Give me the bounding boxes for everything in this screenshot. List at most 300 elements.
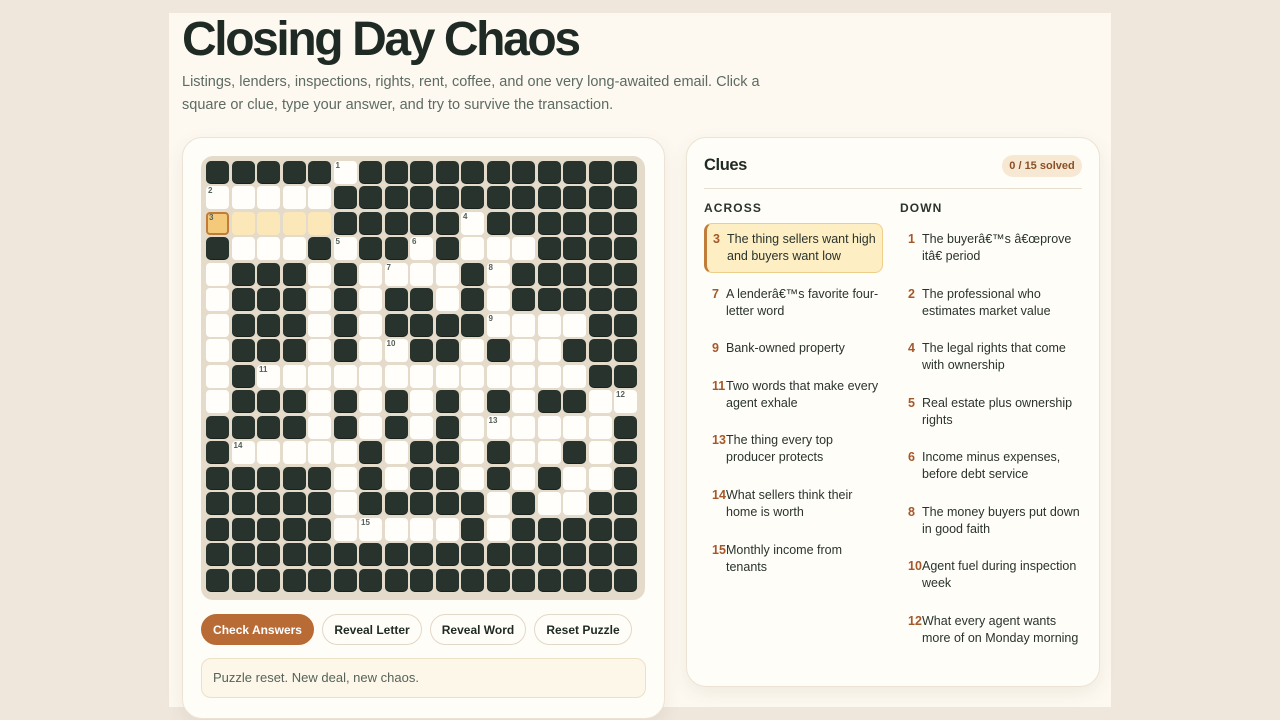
grid-block [334, 543, 357, 566]
cell-number: 2 [208, 186, 213, 195]
grid-block [206, 161, 229, 184]
grid-block [410, 212, 433, 235]
down-clue-8[interactable] [904, 504, 1084, 538]
grid-block [385, 161, 408, 184]
grid-cell[interactable] [385, 518, 408, 541]
grid-block [436, 237, 459, 260]
reveal-word-button[interactable]: Reveal Word [430, 614, 526, 645]
clue-text: Real estate plus ownership rights [922, 396, 1073, 427]
clue-text: What sellers think their home is worth [726, 488, 853, 519]
grid-block [436, 569, 459, 592]
across-clue-13[interactable] [704, 432, 884, 466]
cell-number: 10 [386, 339, 396, 348]
grid-block [589, 543, 612, 566]
grid-block [308, 569, 331, 592]
cell-number: 5 [335, 237, 340, 246]
grid-cell[interactable] [487, 237, 510, 260]
grid-block [334, 288, 357, 311]
grid-cell[interactable] [206, 186, 229, 209]
grid-block [614, 212, 637, 235]
grid-block [232, 543, 255, 566]
grid-block [614, 263, 637, 286]
clue-number: 5 [908, 396, 915, 410]
grid-block [334, 339, 357, 362]
grid-cell[interactable] [410, 365, 433, 388]
grid-block [614, 288, 637, 311]
grid-block [614, 186, 637, 209]
grid-cell[interactable] [512, 467, 535, 490]
grid-cell[interactable] [359, 339, 382, 362]
grid-block [563, 212, 586, 235]
down-clue-12[interactable] [904, 613, 1084, 647]
grid-block [512, 288, 535, 311]
grid-block [257, 492, 280, 515]
grid-cell[interactable] [461, 416, 484, 439]
divider [704, 188, 1082, 189]
grid-cell[interactable] [334, 365, 357, 388]
grid-block [232, 492, 255, 515]
grid-cell[interactable] [257, 441, 280, 464]
grid-cell[interactable] [487, 416, 510, 439]
grid-cell[interactable] [614, 390, 637, 413]
grid-cell[interactable] [487, 518, 510, 541]
grid-block [538, 518, 561, 541]
grid-cell[interactable] [308, 365, 331, 388]
grid-cell[interactable] [461, 339, 484, 362]
solved-badge: 0 / 15 solved [1002, 155, 1082, 177]
grid-cell[interactable] [538, 339, 561, 362]
grid-block [385, 288, 408, 311]
grid-block [232, 314, 255, 337]
grid-cell[interactable] [487, 365, 510, 388]
grid-cell[interactable] [589, 416, 612, 439]
grid-block [436, 543, 459, 566]
grid-cell[interactable] [334, 161, 357, 184]
grid-cell[interactable] [334, 492, 357, 515]
grid-cell[interactable] [410, 416, 433, 439]
grid-block [385, 416, 408, 439]
grid-block [283, 416, 306, 439]
grid-block [538, 390, 561, 413]
down-clue-1[interactable] [904, 231, 1084, 265]
grid-cell[interactable] [232, 441, 255, 464]
grid-cell[interactable] [334, 467, 357, 490]
grid-cell[interactable] [308, 263, 331, 286]
across-clue-9[interactable] [704, 340, 884, 357]
grid-cell[interactable] [334, 237, 357, 260]
grid-block [385, 314, 408, 337]
grid-block [232, 365, 255, 388]
across-clue-11[interactable] [704, 378, 884, 412]
grid-block [308, 161, 331, 184]
grid-cell[interactable] [487, 492, 510, 515]
grid-block [589, 314, 612, 337]
grid-block [410, 543, 433, 566]
grid-cell[interactable] [232, 237, 255, 260]
grid-cell[interactable] [589, 441, 612, 464]
clue-text: Bank-owned property [726, 341, 845, 355]
grid-cell[interactable] [359, 416, 382, 439]
clue-text: The thing every top producer protects [726, 433, 834, 464]
grid-block [614, 237, 637, 260]
grid-block [512, 186, 535, 209]
grid-block [461, 492, 484, 515]
grid-block [436, 492, 459, 515]
grid-block [512, 212, 535, 235]
grid-cell[interactable] [308, 339, 331, 362]
grid-cell[interactable] [563, 467, 586, 490]
grid-cell[interactable] [308, 186, 331, 209]
grid-block [410, 314, 433, 337]
grid-block [308, 518, 331, 541]
grid-cell[interactable] [308, 416, 331, 439]
grid-cell[interactable] [359, 314, 382, 337]
grid-block [589, 212, 612, 235]
grid-block [410, 161, 433, 184]
grid-cell[interactable] [385, 441, 408, 464]
clue-number: 11 [712, 379, 726, 393]
grid-cell[interactable] [589, 390, 612, 413]
clue-number: 1 [908, 232, 915, 246]
grid-block [257, 288, 280, 311]
grid-block [257, 339, 280, 362]
grid-block [308, 492, 331, 515]
clue-number: 12 [908, 614, 922, 628]
grid-block [589, 237, 612, 260]
grid-cell[interactable] [487, 314, 510, 337]
grid-cell[interactable] [257, 237, 280, 260]
grid-cell[interactable] [206, 314, 229, 337]
grid-cell[interactable] [308, 441, 331, 464]
grid-cell[interactable] [410, 518, 433, 541]
grid-block [283, 569, 306, 592]
grid-block [614, 161, 637, 184]
cell-number: 11 [259, 364, 268, 374]
grid-cell[interactable] [206, 390, 229, 413]
grid-block [563, 237, 586, 260]
grid-cell[interactable] [410, 390, 433, 413]
check-answers-button[interactable]: Check Answers [201, 614, 314, 645]
grid-block [563, 339, 586, 362]
grid-cell[interactable] [359, 390, 382, 413]
grid-cell[interactable] [563, 416, 586, 439]
grid-cell[interactable] [283, 212, 306, 235]
grid-block [385, 390, 408, 413]
across-clue-15[interactable] [704, 542, 884, 576]
grid-cell[interactable] [436, 518, 459, 541]
grid-block [232, 416, 255, 439]
grid-block [257, 161, 280, 184]
grid-block [461, 186, 484, 209]
grid-cell[interactable] [359, 288, 382, 311]
grid-block [461, 263, 484, 286]
crossword-grid [201, 156, 645, 600]
clue-number: 14 [712, 488, 726, 502]
grid-block [359, 492, 382, 515]
clue-text: The legal rights that come with ownership [922, 341, 1066, 372]
grid-block [334, 569, 357, 592]
grid-cell[interactable] [385, 365, 408, 388]
grid-block [334, 263, 357, 286]
down-clue-10[interactable] [904, 558, 1084, 592]
grid-cell[interactable] [308, 212, 331, 235]
grid-cell[interactable] [283, 237, 306, 260]
grid-cell[interactable] [512, 441, 535, 464]
grid-cell[interactable] [334, 441, 357, 464]
grid-block [283, 518, 306, 541]
grid-cell[interactable] [512, 339, 535, 362]
grid-block [283, 492, 306, 515]
grid-block [257, 467, 280, 490]
grid-block [512, 263, 535, 286]
cell-number: 3 [209, 212, 214, 222]
grid-cell[interactable] [589, 467, 612, 490]
grid-block [461, 288, 484, 311]
grid-cell[interactable] [538, 441, 561, 464]
grid-cell-active[interactable] [206, 212, 229, 235]
cell-number: 6 [412, 237, 417, 246]
clue-number: 4 [908, 341, 915, 355]
grid-cell[interactable] [334, 518, 357, 541]
grid-block [436, 441, 459, 464]
grid-block [334, 314, 357, 337]
grid-block [614, 416, 637, 439]
across-clue-7[interactable] [704, 286, 884, 320]
grid-block [563, 441, 586, 464]
clue-text: The buyerâ€™s â€œprove itâ€ period [922, 232, 1072, 263]
grid-block [410, 467, 433, 490]
grid-cell[interactable] [257, 186, 280, 209]
grid-cell[interactable] [461, 441, 484, 464]
grid-block [487, 543, 510, 566]
grid-cell[interactable] [461, 467, 484, 490]
grid-block [512, 543, 535, 566]
cell-number: 9 [488, 313, 493, 323]
grid-block [487, 467, 510, 490]
grid-cell[interactable] [359, 365, 382, 388]
grid-block [283, 467, 306, 490]
grid-block [614, 518, 637, 541]
grid-cell[interactable] [461, 390, 484, 413]
grid-block [257, 543, 280, 566]
page-subtitle: Listings, lenders, inspections, rights, rent, coffee, and one very long-awaited email. Click a square or clue, type your answer, and try to survive the transaction. [182, 74, 760, 113]
grid-block [334, 416, 357, 439]
grid-cell[interactable] [538, 365, 561, 388]
grid-block [257, 518, 280, 541]
across-clue-14[interactable] [704, 487, 884, 521]
grid-block [257, 569, 280, 592]
grid-cell[interactable] [563, 314, 586, 337]
grid-cell[interactable] [385, 339, 408, 362]
grid-cell[interactable] [461, 237, 484, 260]
clue-number: 3 [713, 232, 720, 246]
page [169, 13, 1111, 707]
grid-block [512, 161, 535, 184]
clue-text: Agent fuel during inspection week [922, 559, 1077, 590]
grid-block [385, 212, 408, 235]
grid-block [232, 390, 255, 413]
grid-cell[interactable] [385, 263, 408, 286]
grid-block [461, 314, 484, 337]
grid-cell[interactable] [487, 288, 510, 311]
grid-block [563, 288, 586, 311]
grid-block [487, 186, 510, 209]
grid-block [461, 161, 484, 184]
grid-cell[interactable] [283, 186, 306, 209]
reveal-letter-button[interactable]: Reveal Letter [322, 614, 422, 645]
grid-block [232, 288, 255, 311]
grid-block [614, 441, 637, 464]
grid-block [563, 518, 586, 541]
clue-text: The money buyers put down in good faith [922, 505, 1080, 536]
across-clue-3[interactable] [704, 223, 883, 273]
down-clue-6[interactable] [904, 449, 1084, 483]
grid-block [436, 390, 459, 413]
grid-cell[interactable] [410, 237, 433, 260]
grid-block [487, 390, 510, 413]
grid-block [410, 569, 433, 592]
grid-cell[interactable] [538, 314, 561, 337]
grid-block [359, 237, 382, 260]
cell-number: 8 [488, 262, 493, 272]
grid-cell[interactable] [257, 365, 280, 388]
grid-cell[interactable] [385, 467, 408, 490]
grid-cell[interactable] [538, 416, 561, 439]
grid-block [589, 365, 612, 388]
cell-number: 13 [488, 415, 498, 425]
grid-block [385, 186, 408, 209]
grid-cell[interactable] [512, 416, 535, 439]
clue-number: 8 [908, 505, 915, 519]
grid-cell[interactable] [308, 390, 331, 413]
status-message: Puzzle reset. New deal, new chaos. [201, 658, 646, 698]
grid-block [359, 186, 382, 209]
grid-cell[interactable] [563, 365, 586, 388]
grid-block [436, 212, 459, 235]
grid-cell[interactable] [436, 263, 459, 286]
cell-number: 14 [233, 441, 243, 450]
grid-block [487, 569, 510, 592]
down-clue-5[interactable] [904, 395, 1084, 429]
grid-cell[interactable] [436, 288, 459, 311]
grid-block [206, 441, 229, 464]
grid-block [512, 569, 535, 592]
grid-block [487, 212, 510, 235]
grid-block [308, 543, 331, 566]
grid-block [563, 569, 586, 592]
grid-block [436, 314, 459, 337]
grid-block [206, 467, 229, 490]
grid-cell[interactable] [436, 365, 459, 388]
grid-cell[interactable] [512, 314, 535, 337]
clue-number: 10 [908, 559, 922, 573]
grid-block [614, 314, 637, 337]
grid-cell[interactable] [538, 492, 561, 515]
grid-block [410, 339, 433, 362]
grid-block [206, 543, 229, 566]
grid-block [487, 339, 510, 362]
grid-block [257, 263, 280, 286]
clues-panel [686, 137, 1100, 687]
grid-block [206, 237, 229, 260]
reset-puzzle-button[interactable]: Reset Puzzle [534, 614, 632, 645]
grid-block [359, 441, 382, 464]
clue-number: 9 [712, 341, 719, 355]
grid-cell[interactable] [410, 263, 433, 286]
grid-block [257, 314, 280, 337]
grid-block [538, 543, 561, 566]
down-clue-2[interactable] [904, 286, 1084, 320]
grid-block [436, 416, 459, 439]
clue-text: What every agent wants more of on Monday morning [922, 614, 1079, 645]
grid-block [589, 569, 612, 592]
grid-block [614, 569, 637, 592]
grid-cell[interactable] [563, 492, 586, 515]
grid-cell[interactable] [359, 518, 382, 541]
grid-block [436, 186, 459, 209]
grid-cell[interactable] [283, 365, 306, 388]
grid-block [410, 492, 433, 515]
grid-block [589, 288, 612, 311]
grid-block [538, 288, 561, 311]
grid-block [232, 161, 255, 184]
grid-cell[interactable] [461, 365, 484, 388]
grid-cell[interactable] [206, 263, 229, 286]
grid-block [385, 492, 408, 515]
grid-block [589, 492, 612, 515]
grid-block [410, 288, 433, 311]
grid-cell[interactable] [206, 365, 229, 388]
grid-cell[interactable] [206, 288, 229, 311]
grid-block [461, 543, 484, 566]
clue-text: Two words that make every agent exhale [726, 379, 879, 410]
grid-cell[interactable] [206, 339, 229, 362]
grid-cell[interactable] [308, 314, 331, 337]
grid-block [257, 416, 280, 439]
grid-block [283, 390, 306, 413]
grid-cell[interactable] [257, 212, 280, 235]
across-heading: ACROSS [704, 201, 762, 215]
grid-cell[interactable] [359, 263, 382, 286]
grid-cell[interactable] [461, 212, 484, 235]
grid-block [334, 390, 357, 413]
grid-block [538, 467, 561, 490]
grid-cell[interactable] [512, 365, 535, 388]
grid-block [232, 467, 255, 490]
grid-cell[interactable] [283, 441, 306, 464]
grid-block [359, 467, 382, 490]
grid-block [206, 416, 229, 439]
grid-cell[interactable] [512, 390, 535, 413]
grid-block [436, 339, 459, 362]
grid-cell[interactable] [308, 288, 331, 311]
grid-block [614, 492, 637, 515]
grid-cell[interactable] [487, 263, 510, 286]
grid-block [283, 314, 306, 337]
grid-cell[interactable] [232, 212, 255, 235]
cell-number: 12 [616, 390, 625, 399]
grid-cell[interactable] [232, 186, 255, 209]
grid-block [512, 492, 535, 515]
grid-block [487, 161, 510, 184]
down-clue-4[interactable] [904, 340, 1084, 374]
grid-block [206, 492, 229, 515]
grid-block [538, 212, 561, 235]
grid-block [385, 543, 408, 566]
grid-block [538, 263, 561, 286]
grid-cell[interactable] [512, 237, 535, 260]
grid-block [436, 161, 459, 184]
